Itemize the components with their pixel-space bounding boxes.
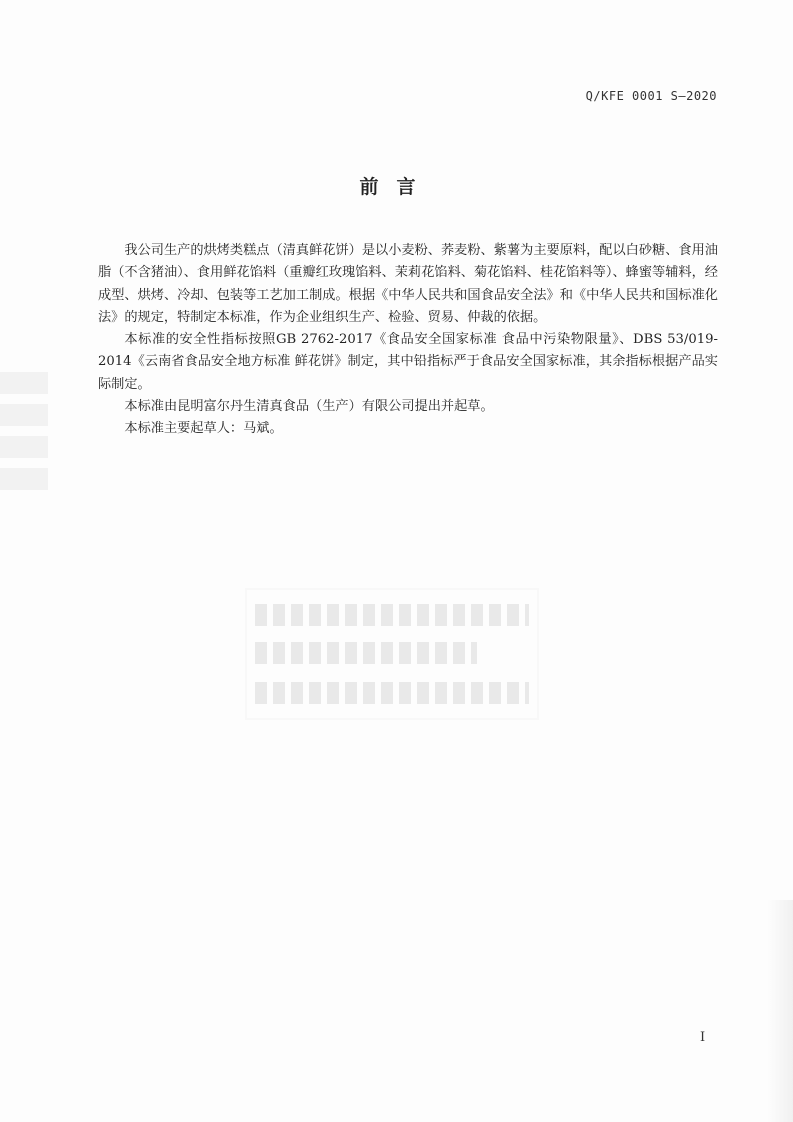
page-number: I bbox=[700, 1030, 706, 1045]
standard-code: Q/KFE 0001 S—2020 bbox=[585, 89, 717, 103]
paragraph-drafter: 本标准主要起草人：马斌。 bbox=[124, 421, 283, 437]
body-text bbox=[98, 240, 718, 441]
page-title: 前言 bbox=[359, 176, 434, 198]
scan-artifact-right bbox=[767, 900, 793, 1122]
scan-artifact-left bbox=[0, 372, 48, 492]
paragraph-safety-indicators: 本标准的安全性指标按照GB 2762-2017《食品安全国家标准 食品中污染物限量》、DBS 53/019-2014《云南省食品安全地方标准 鲜花饼》制定，其中铅指标严于食品安全国家标准，其余指标根据产品实际制定。 bbox=[98, 332, 718, 392]
paragraph-proposer: 本标准由昆明富尔丹生清真食品（生产）有限公司提出并起草。 bbox=[124, 399, 494, 415]
faded-stamp bbox=[245, 588, 539, 720]
paragraph-intro: 我公司生产的烘烤类糕点（清真鲜花饼）是以小麦粉、荞麦粉、紫薯为主要原料，配以白砂糖、食用油脂（不含猪油）、食用鲜花馅料（重瓣红玫瑰馅料、茉莉花馅料、菊花馅料、桂花馅料等）、蜂蜜等辅料，经成型、烘烤、冷却、包装等工艺加工制成。根据《中华人民共和国食品安全法》和《中华人民共和国标准化法》的规定，特制定本标准，作为企业组织生产、检验、贸易、仲裁的依据。 bbox=[98, 243, 718, 325]
